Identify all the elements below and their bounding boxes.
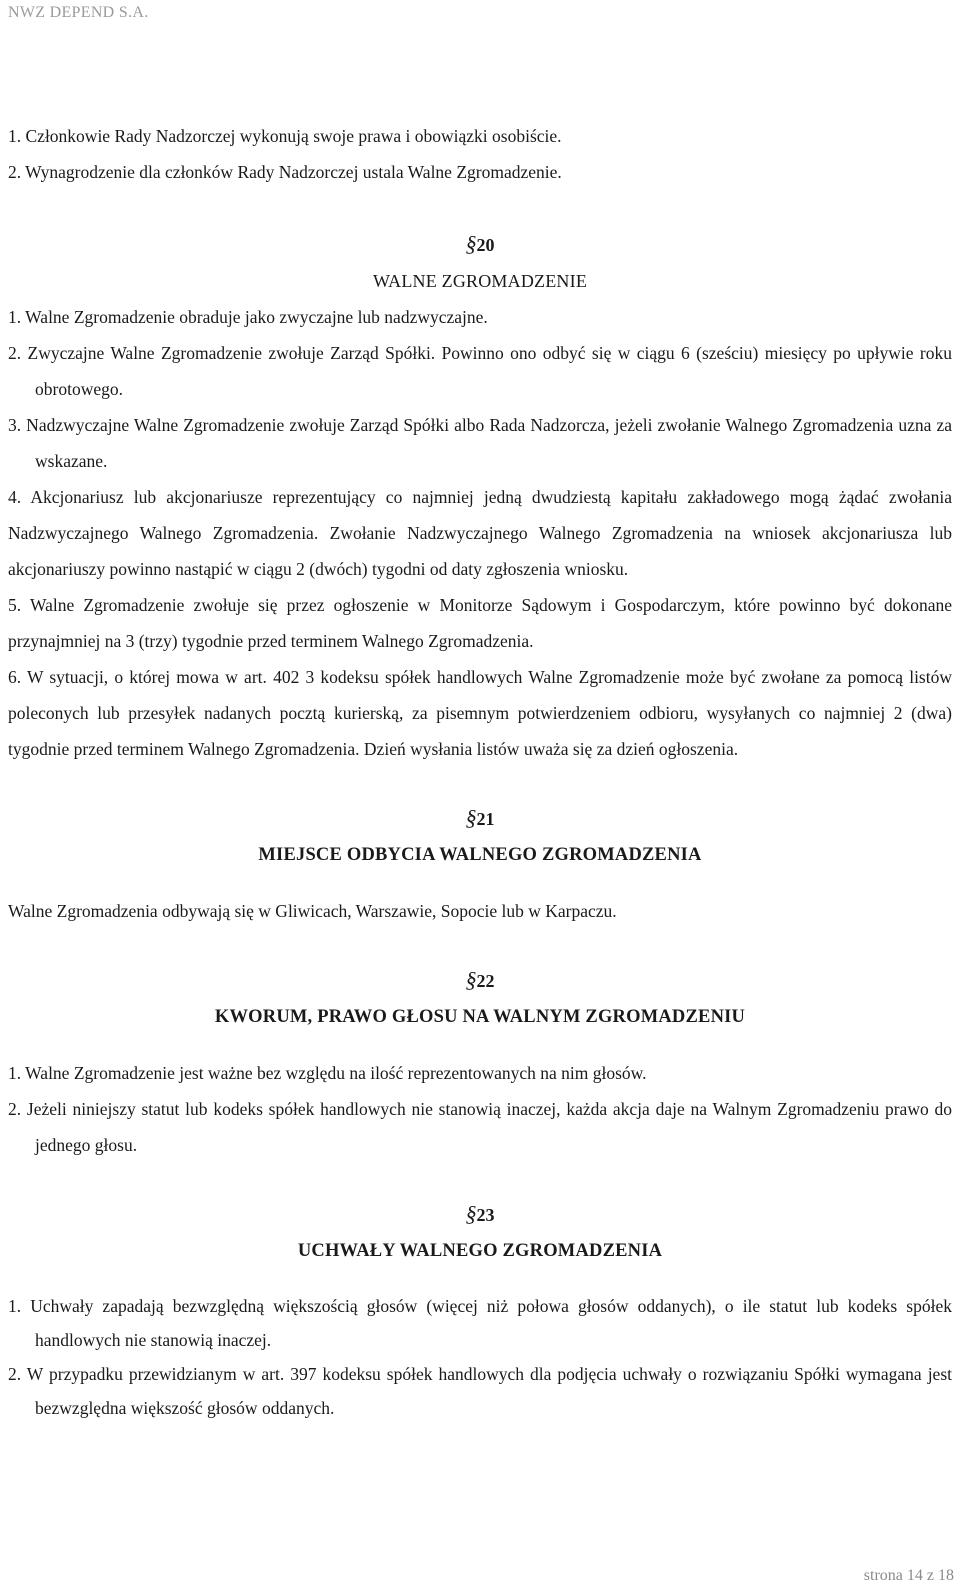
section-title: UCHWAŁY WALNEGO ZGROMADZENIA — [297, 1241, 663, 1261]
section-number: §20 — [8, 226, 952, 263]
section-item: 1. Uchwały zapadają bezwzględną większością głosów (więcej niż połowa głosów oddanych), o ile statut lub kodeks spółek handlowych nie stanowią inaczej. — [8, 1296, 952, 1350]
section-sign-icon: § — [465, 967, 477, 992]
section-item: 5. Walne Zgromadzenie zwołuje się przez ogłoszenie w Monitorze Sądowym i Gospodarczym, które powinno być dokonane przynajmniej na 3 (trzy) tygodnie przed terminem Walnego Zgromadzenia. — [8, 595, 952, 651]
section-item: 6. W sytuacji, o której mowa w art. 402 3 kodeksu spółek handlowych Walne Zgromadzenie może być zwołane za pomocą listów poleconych lub przesyłek nadanych pocztą kurierską, za pisemnym potwierdzeniem odbioru, wysyłanych co najmniej 2 (dwa) tygodnie przed terminem Walnego Zgromadzenia. Dzień wysłania listów uważa się za dzień ogłoszenia. — [8, 667, 952, 759]
document-header: NWZ DEPEND S.A. — [8, 4, 149, 21]
section-21 — [8, 800, 952, 929]
page-number: strona 14 z 18 — [863, 1567, 954, 1584]
intro-item-2: 2. Wynagrodzenie dla członków Rady Nadzorczej ustala Walne Zgromadzenie. — [8, 162, 562, 182]
section-item: 4. Akcjonariusz lub akcjonariusze reprezentujący co najmniej jedną dwudziestą kapitału zakładowego mogą żądać zwołania Nadzwyczajnego Walnego Zgromadzenia. Zwołanie Nadzwyczajnego Walnego Zgromadzenia na wniosek akcjonariusza lub akcjonariuszy powinno nastąpić w ciągu 2 (dwóch) tygodni od daty zgłoszenia wniosku. — [8, 487, 952, 579]
section-item: 1. Walne Zgromadzenie obraduje jako zwyczajne lub nadzwyczajne. — [8, 307, 488, 327]
intro-item-1: 1. Członkowie Rady Nadzorczej wykonują swoje prawa i obowiązki osobiście. — [8, 126, 562, 146]
section-sign-icon: § — [465, 805, 477, 830]
section-item: 2. Zwyczajne Walne Zgromadzenie zwołuje Zarząd Spółki. Powinno ono odbyć się w ciągu 6 (sześciu) miesięcy po upływie roku obrotowego. — [8, 343, 952, 399]
section-23 — [8, 1196, 952, 1425]
section-number: §22 — [8, 962, 952, 999]
section-item: Walne Zgromadzenia odbywają się w Gliwicach, Warszawie, Sopocie lub w Karpaczu. — [8, 901, 617, 921]
section-sign-icon: § — [465, 231, 477, 256]
section-title: WALNE ZGROMADZENIE — [372, 271, 588, 291]
section-title: KWORUM, PRAWO GŁOSU NA WALNYM ZGROMADZENIU — [214, 1007, 746, 1027]
section-sign-icon: § — [465, 1201, 477, 1226]
section-title: MIEJSCE ODBYCIA WALNEGO ZGROMADZENIA — [258, 845, 702, 865]
section-20 — [8, 226, 952, 767]
section-item: 2. W przypadku przewidzianym w art. 397 kodeksu spółek handlowych dla podjęcia uchwały o rozwiązaniu Spółki wymagana jest bezwzględna większość głosów oddanych. — [8, 1364, 952, 1418]
section-22 — [8, 962, 952, 1163]
section-number: §23 — [8, 1196, 952, 1233]
section-number: §21 — [8, 800, 952, 837]
document-body — [8, 118, 952, 1425]
section-item: 3. Nadzwyczajne Walne Zgromadzenie zwołuje Zarząd Spółki albo Rada Nadzorcza, jeżeli zwołanie Walnego Zgromadzenia uzna za wskazane. — [8, 415, 952, 471]
section-item: 1. Walne Zgromadzenie jest ważne bez względu na ilość reprezentowanych na nim głosów. — [8, 1063, 647, 1083]
section-item: 2. Jeżeli niniejszy statut lub kodeks spółek handlowych nie stanowią inaczej, każda akcja daje na Walnym Zgromadzeniu prawo do jednego głosu. — [8, 1099, 952, 1155]
